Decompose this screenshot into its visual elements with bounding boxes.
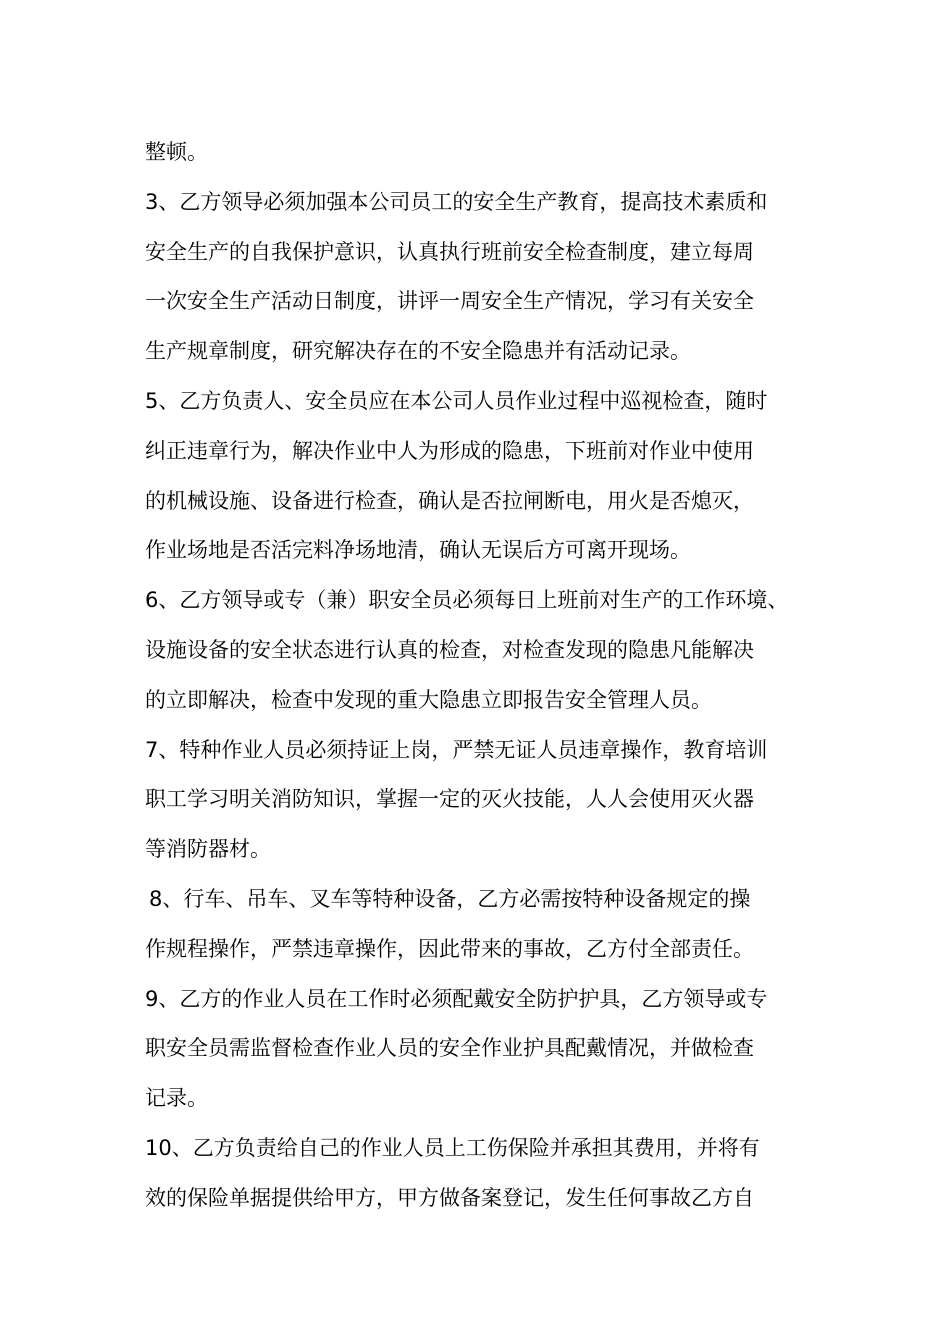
text-line: 一次安全生产活动日制度，讲评一周安全生产情况，学习有关安全 [145, 289, 754, 314]
text-line: 等消防器材。 [145, 837, 271, 862]
text-line: 8、行车、吊车、叉车等特种设备，乙方必需按特种设备规定的操 [149, 886, 751, 911]
text-line: 纠正违章行为，解决作业中人为形成的隐患，下班前对作业中使用 [145, 438, 754, 463]
text-line: 3、乙方领导必须加强本公司员工的安全生产教育，提高技术素质和 [145, 189, 768, 214]
text-line: 记录。 [145, 1086, 208, 1111]
text-line: 作业场地是否活完料净场地清，确认无误后方可离开现场。 [145, 538, 691, 563]
text-line: 5、乙方负责人、安全员应在本公司人员作业过程中巡视检查，随时 [145, 388, 768, 413]
text-line: 7、特种作业人员必须持证上岗，严禁无证人员违章操作，教育培训 [145, 737, 768, 762]
document-body [145, 128, 815, 1224]
text-line: 的立即解决，检查中发现的重大隐患立即报告安全管理人员。 [145, 687, 712, 712]
text-line: 设施设备的安全状态进行认真的检查，对检查发现的隐患凡能解决 [145, 637, 754, 662]
text-line: 整顿。 [145, 140, 208, 164]
text-line: 安全生产的自我保护意识，认真执行班前安全检查制度，建立每周 [145, 239, 754, 264]
text-line: 的机械设施、设备进行检查，确认是否拉闸断电，用火是否熄灭， [145, 488, 754, 513]
text-line: 9、乙方的作业人员在工作时必须配戴安全防护护具，乙方领导或专 [145, 986, 768, 1011]
text-line: 作规程操作，严禁违章操作，因此带来的事故，乙方付全部责任。 [145, 936, 754, 961]
text-line: 10、乙方负责给自己的作业人员上工伤保险并承担其费用，并将有 [145, 1135, 760, 1160]
text-line: 职安全员需监督检查作业人员的安全作业护具配戴情况，并做检查 [145, 1036, 754, 1061]
text-line: 6、乙方领导或专（兼）职安全员必须每日上班前对生产的工作环境、 [145, 588, 789, 613]
text-line: 效的保险单据提供给甲方，甲方做备案登记，发生任何事故乙方自 [145, 1185, 754, 1210]
text-line: 职工学习明关消防知识，掌握一定的灭火技能，人人会使用灭火器 [145, 787, 754, 812]
text-line: 生产规章制度，研究解决存在的不安全隐患并有活动记录。 [145, 339, 691, 364]
